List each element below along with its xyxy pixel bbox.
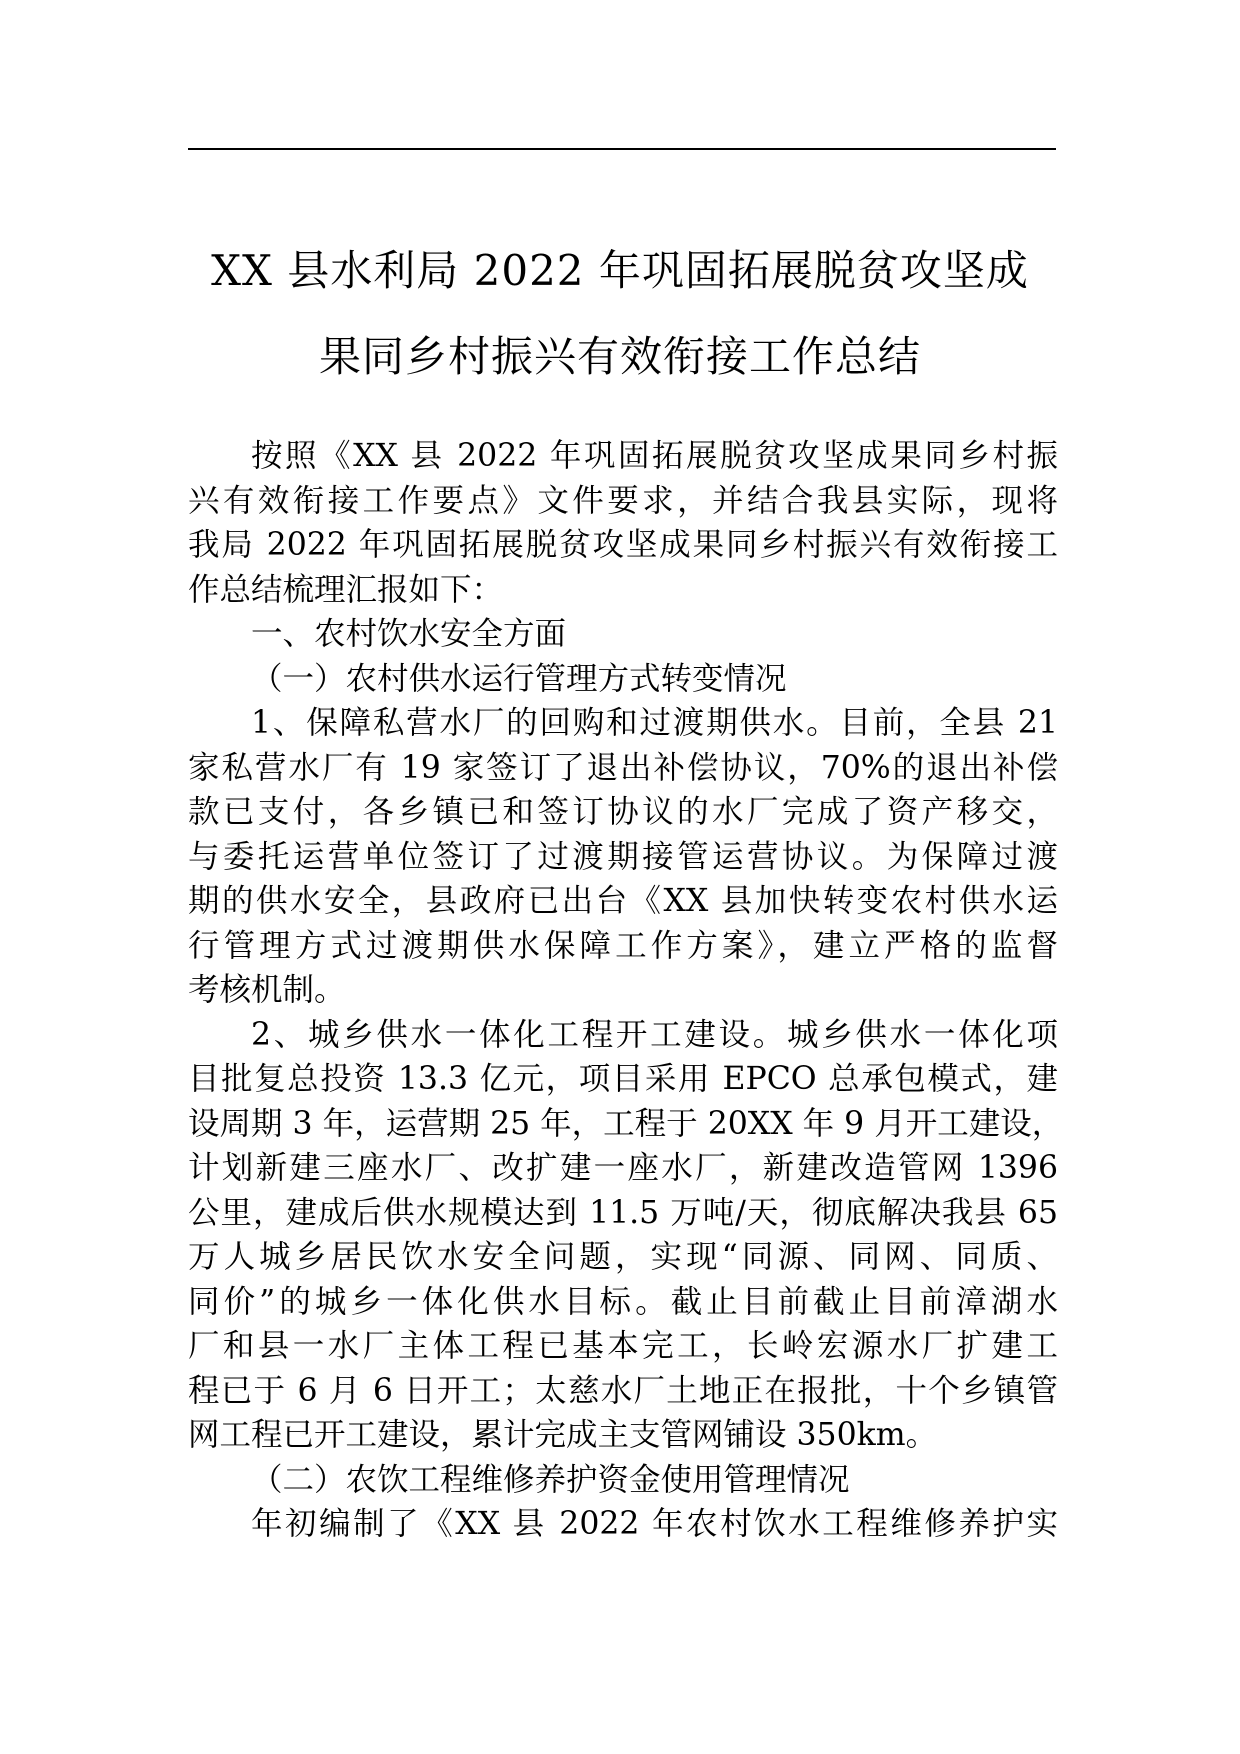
subsection-heading: （一）农村供水运行管理方式转变情况	[251, 660, 787, 697]
body-line: 程已于 6 月 6 日开工；太慈水厂土地正在报批，十个乡镇管	[188, 1372, 1058, 1409]
body-line: 作总结梳理汇报如下：	[188, 571, 504, 608]
body-line: 期的供水安全，县政府已出台《XX 县加快转变农村供水运	[188, 883, 1058, 919]
body-line: 年初编制了《XX 县 2022 年农村饮水工程维修养护实	[251, 1506, 1058, 1542]
title-line-1: XX 县水利局 2022 年巩固拓展脱贫攻坚成	[211, 246, 1029, 295]
body-line: 我局 2022 年巩固拓展脱贫攻坚成果同乡村振兴有效衔接工	[188, 527, 1058, 563]
body-line: 公里，建成后供水规模达到 11.5 万吨/天，彻底解决我县 65	[188, 1194, 1058, 1231]
body-line: 款已支付，各乡镇已和签订协议的水厂完成了资产移交，	[188, 794, 1058, 830]
body-line: 设周期 3 年，运营期 25 年，工程于 20XX 年 9 月开工建设，	[188, 1105, 1064, 1142]
document-title	[150, 228, 1090, 400]
document-body	[188, 434, 1064, 1547]
body-line: 按照《XX 县 2022 年巩固拓展脱贫攻坚成果同乡村振	[251, 438, 1058, 474]
title-line-2: 果同乡村振兴有效衔接工作总结	[318, 332, 921, 381]
body-line: 万人城乡居民饮水安全问题，实现“同源、同网、同质、	[188, 1239, 1058, 1275]
body-line: 目批复总投资 13.3 亿元，项目采用 EPCO 总承包模式，建	[188, 1061, 1058, 1097]
body-line: 1、保障私营水厂的回购和过渡期供水。目前，全县 21	[251, 705, 1058, 741]
body-line: 考核机制。	[188, 972, 346, 1008]
section-heading: 一、农村饮水安全方面	[251, 616, 567, 652]
body-line: 与委托运营单位签订了过渡期接管运营协议。为保障过渡	[188, 838, 1058, 875]
body-line: 网工程已开工建设，累计完成主支管网铺设 350km。	[188, 1417, 938, 1453]
body-line: 行管理方式过渡期供水保障工作方案》，建立严格的监督	[188, 927, 1058, 964]
body-line: 同价”的城乡一体化供水目标。截止目前截止目前漳湖水	[188, 1283, 1058, 1320]
subsection-heading: （二）农饮工程维修养护资金使用管理情况	[251, 1461, 850, 1498]
body-line: 计划新建三座水厂、改扩建一座水厂，新建改造管网 1396	[188, 1150, 1058, 1186]
body-line: 厂和县一水厂主体工程已基本完工，长岭宏源水厂扩建工	[188, 1328, 1058, 1364]
body-line: 家私营水厂有 19 家签订了退出补偿协议，70%的退出补偿	[188, 749, 1058, 786]
body-line: 兴有效衔接工作要点》文件要求，并结合我县实际，现将	[188, 482, 1058, 519]
body-line: 2、城乡供水一体化工程开工建设。城乡供水一体化项	[251, 1016, 1058, 1053]
header-rule	[188, 148, 1056, 150]
